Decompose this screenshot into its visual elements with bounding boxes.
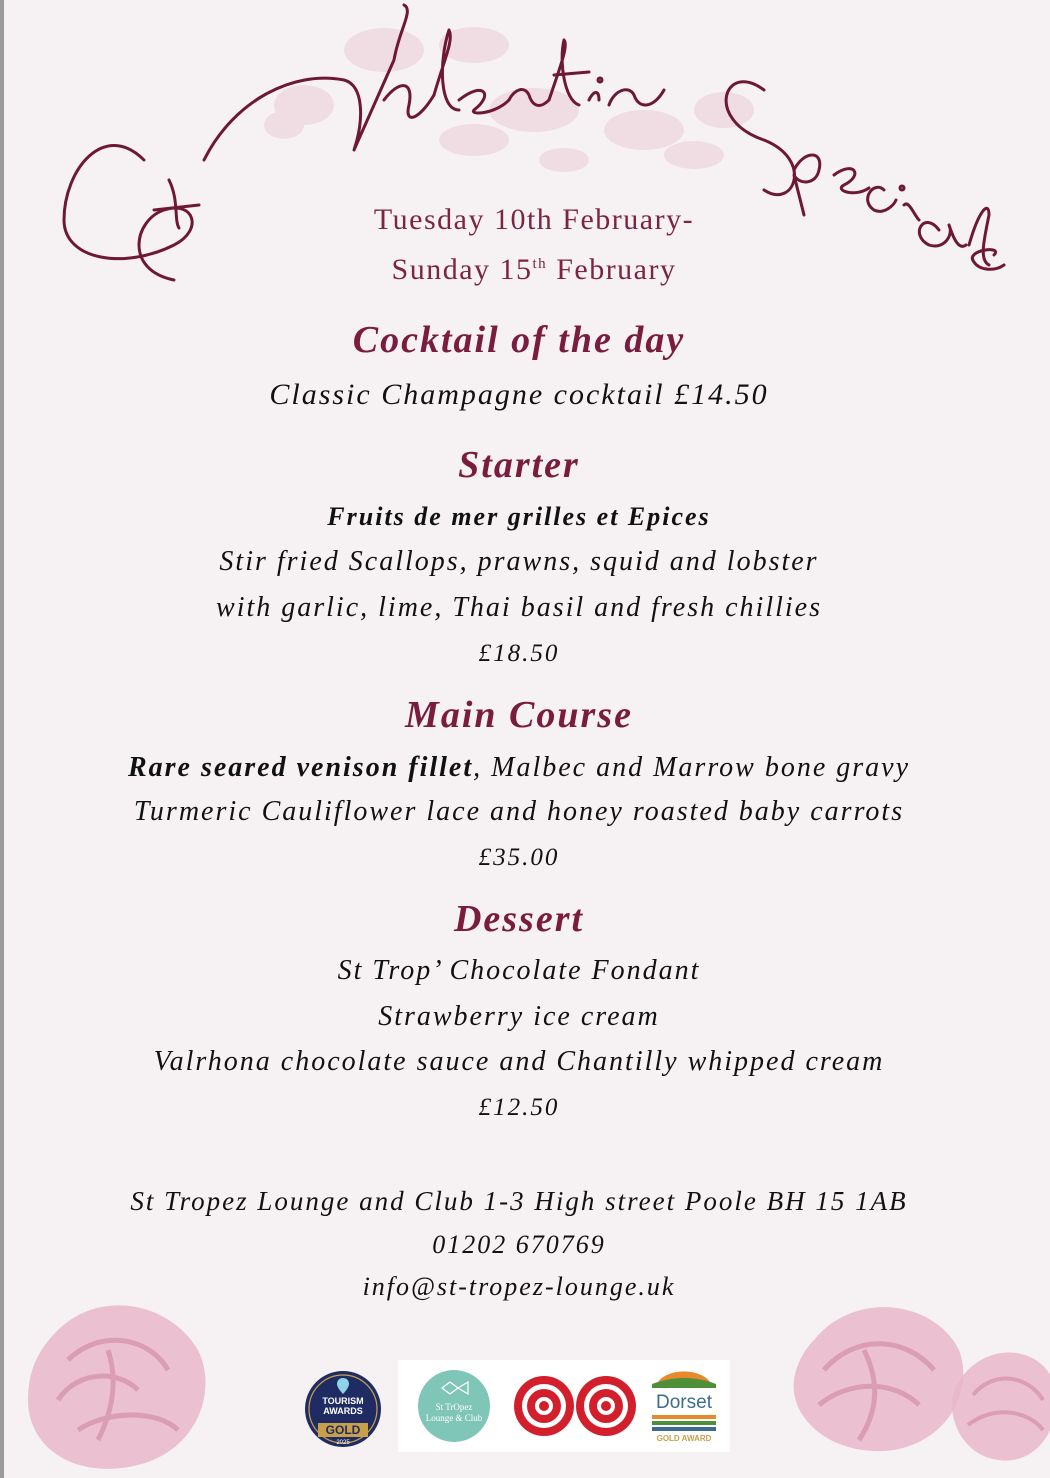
svg-text:AWARDS: AWARDS	[323, 1406, 363, 1416]
phone: 01202 670769	[432, 1230, 606, 1259]
two-aa-rosettes-icon	[510, 1360, 638, 1452]
email-link[interactable]: info@st-tropez-lounge.uk	[362, 1272, 676, 1301]
date-line-2: Sunday 15th February	[391, 253, 677, 286]
main-price: £35.00	[478, 844, 560, 871]
rose-right-small-icon	[948, 1340, 1050, 1470]
cocktail-item: Classic Champagne cocktail £14.50	[269, 378, 769, 411]
svg-text:TOURISM: TOURISM	[322, 1396, 364, 1406]
main-course-title: Main Course	[405, 694, 633, 736]
starter-desc-2: with garlic, lime, Thai basil and fresh chillies	[216, 592, 822, 623]
svg-text:Lounge & Club: Lounge & Club	[425, 1413, 483, 1423]
svg-text:Dorset: Dorset	[656, 1392, 712, 1413]
starter-name: Fruits de mer grilles et Epices	[327, 502, 711, 531]
dessert-line-1: St Trop’ Chocolate Fondant	[337, 955, 701, 986]
dessert-price: £12.50	[478, 1094, 560, 1121]
address: St Tropez Lounge and Club 1-3 High street Poole BH 15 1AB	[130, 1186, 908, 1216]
svg-text:GOLD AWARD: GOLD AWARD	[656, 1434, 712, 1443]
svg-text:2025: 2025	[336, 1440, 350, 1446]
rosettes-card	[510, 1360, 638, 1452]
main-desc-1: Rare seared venison fillet, Malbec and Marrow bone gravy	[127, 752, 911, 783]
awards-strip	[304, 1360, 734, 1452]
rose-left-icon	[18, 1290, 218, 1478]
rose-right-icon	[784, 1290, 974, 1460]
dessert-title: Dessert	[453, 898, 585, 940]
dessert-line-2: Strawberry ice cream	[378, 1001, 660, 1032]
lounge-logo-card	[398, 1360, 510, 1452]
dorset-award-card	[638, 1360, 730, 1452]
tourism-awards-badge	[304, 1370, 382, 1448]
starter-desc-1: Stir fried Scallops, prawns, squid and lobster	[219, 546, 819, 577]
starter-title: Starter	[458, 444, 580, 486]
main-name: Rare seared venison fillet	[127, 752, 474, 783]
date-line-1: Tuesday 10th February-	[373, 203, 695, 236]
lounge-logo-icon	[398, 1360, 510, 1452]
dorset-tourism-award-icon	[638, 1360, 730, 1452]
dessert-line-3: Valrhona chocolate sauce and Chantilly whipped cream	[153, 1046, 885, 1077]
svg-text:St TrOpez: St TrOpez	[435, 1402, 473, 1412]
date-range	[294, 198, 774, 292]
menu-page	[4, 0, 1050, 1478]
main-desc-2: Turmeric Cauliflower lace and honey roasted baby carrots	[133, 796, 905, 827]
cocktail-title: Cocktail of the day	[352, 319, 686, 361]
svg-text:GOLD: GOLD	[325, 1423, 361, 1437]
starter-price: £18.50	[478, 640, 560, 667]
